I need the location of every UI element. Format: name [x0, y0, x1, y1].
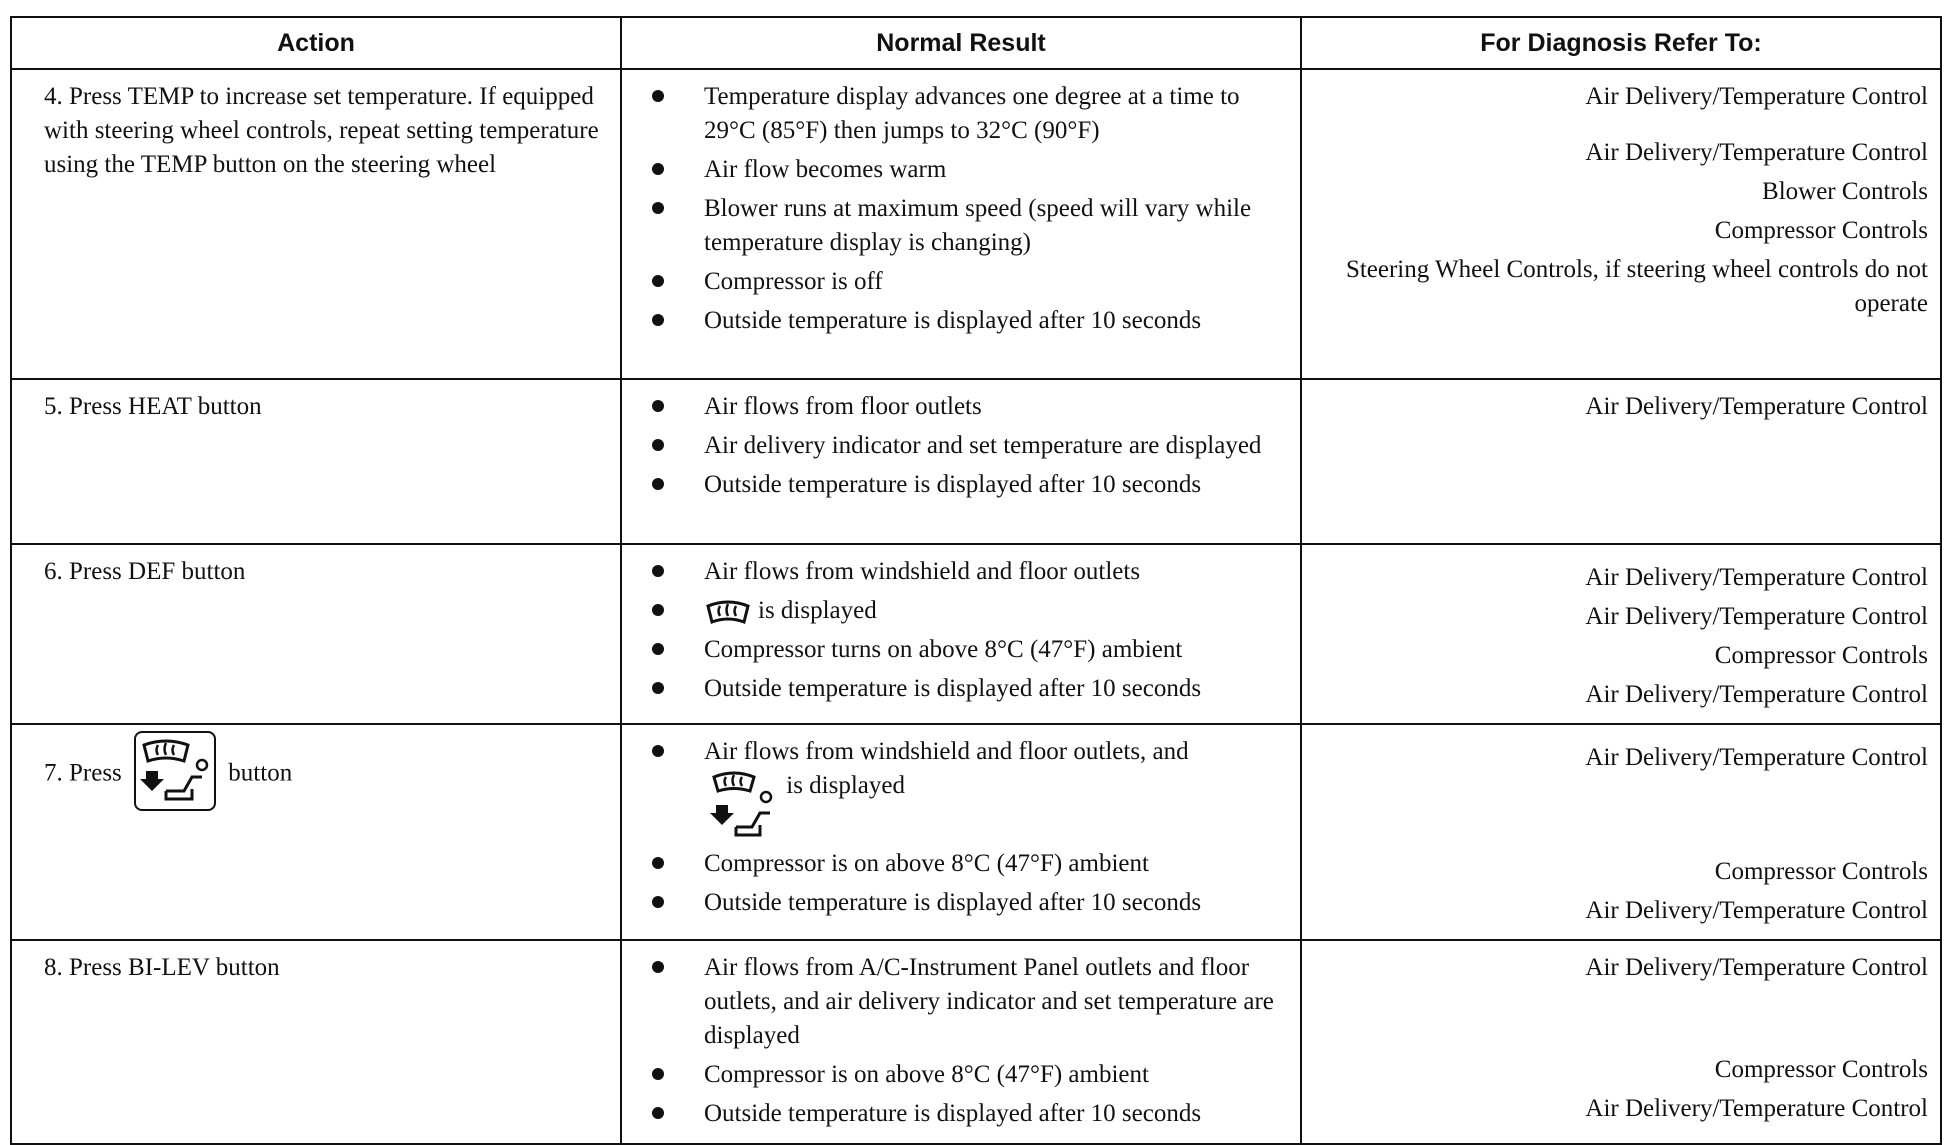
- action-cell: [11, 724, 621, 940]
- table-row: [11, 940, 1941, 1144]
- ref-text: Compressor Controls: [1714, 642, 1928, 669]
- bullet-icon: [652, 643, 664, 655]
- ref-text: Air Delivery/Temperature Control: [1585, 954, 1928, 981]
- defrost-floor-mode-icon: [710, 769, 774, 841]
- result-text: Air flow becomes warm: [704, 156, 947, 183]
- list-item: [652, 390, 1290, 424]
- result-cell: [621, 724, 1301, 940]
- result-text: Compressor is on above 8°C (47°F) ambient: [704, 850, 1149, 877]
- ref-text: Air Delivery/Temperature Control: [1585, 744, 1928, 771]
- result-text: Outside temperature is displayed after 10 seconds: [704, 1100, 1202, 1127]
- ref-cell: [1301, 379, 1941, 544]
- action-suffix: button: [228, 759, 293, 787]
- bullet-icon: [652, 202, 664, 214]
- action-text: 4. Press TEMP to increase set temperature. If equipped with steering wheel controls, repeat setting temperature using the TEMP button on the steering wheel: [44, 83, 599, 178]
- result-cell: [621, 940, 1301, 1144]
- bullet-icon: [652, 90, 664, 102]
- action-text: 8. Press BI-LEV button: [44, 954, 280, 981]
- mode-button-icon: [134, 731, 216, 811]
- list-item: [652, 886, 1290, 920]
- result-text: Compressor is off: [704, 268, 883, 295]
- list-item: [652, 633, 1290, 667]
- table-row: [11, 379, 1941, 544]
- ref-text: Compressor Controls: [1714, 858, 1928, 885]
- diagnosis-table-page: [10, 16, 1940, 1145]
- result-text: Outside temperature is displayed after 10 seconds: [704, 471, 1202, 498]
- header-row: [11, 17, 1941, 69]
- list-item: [652, 1058, 1290, 1092]
- bullet-icon: [652, 682, 664, 694]
- list-item: [652, 192, 1290, 260]
- result-text: Outside temperature is displayed after 10 seconds: [704, 675, 1202, 702]
- list-item: [652, 951, 1290, 1053]
- ref-cell: [1301, 544, 1941, 724]
- action-prefix: 7. Press: [44, 759, 122, 787]
- list-item: [652, 468, 1290, 502]
- bullet-icon: [652, 961, 664, 973]
- ref-text: Air Delivery/Temperature Control: [1585, 1095, 1928, 1122]
- bullet-icon: [652, 275, 664, 287]
- ref-text: Air Delivery/Temperature Control: [1585, 564, 1928, 591]
- result-cell: [621, 69, 1301, 379]
- header-diagnosis: For Diagnosis Refer To:: [1301, 17, 1941, 69]
- action-cell: [11, 940, 621, 1144]
- result-text: Air flows from windshield and floor outlets, and: [704, 738, 1189, 765]
- bullet-icon: [652, 1068, 664, 1080]
- result-cell: [621, 379, 1301, 544]
- bullet-icon: [652, 565, 664, 577]
- ref-text: Air Delivery/Temperature Control: [1585, 393, 1928, 420]
- list-item: [652, 555, 1290, 589]
- list-item: [652, 594, 1290, 628]
- ref-text: Steering Wheel Controls, if steering wheel controls do not operate: [1345, 256, 1928, 317]
- list-item: [652, 429, 1290, 463]
- result-cell: [621, 544, 1301, 724]
- list-item: [652, 735, 1290, 841]
- list-item: [652, 265, 1290, 299]
- result-text: Air delivery indicator and set temperature are displayed: [704, 432, 1262, 459]
- ref-text: Blower Controls: [1762, 178, 1928, 205]
- action-cell: [11, 69, 621, 379]
- result-text: is displayed: [786, 772, 905, 799]
- bullet-icon: [652, 1107, 664, 1119]
- ref-text: Air Delivery/Temperature Control: [1585, 83, 1928, 110]
- bullet-icon: [652, 896, 664, 908]
- list-item: [652, 80, 1290, 148]
- result-text: Air flows from A/C-Instrument Panel outlets and floor outlets, and air delivery indicator and set temperature are displayed: [704, 954, 1274, 1049]
- action-text: 5. Press HEAT button: [44, 393, 262, 420]
- result-text: Blower runs at maximum speed (speed will vary while temperature display is changing): [704, 195, 1252, 256]
- list-item: [652, 847, 1290, 881]
- action-text: 6. Press DEF button: [44, 558, 246, 585]
- result-text: Air flows from windshield and floor outlets: [704, 558, 1141, 585]
- defrost-icon: [704, 598, 752, 626]
- ref-text: Air Delivery/Temperature Control: [1585, 603, 1928, 630]
- table-row: [11, 69, 1941, 379]
- result-text: Compressor turns on above 8°C (47°F) ambient: [704, 636, 1183, 663]
- bullet-icon: [652, 478, 664, 490]
- result-text: Compressor is on above 8°C (47°F) ambient: [704, 1061, 1149, 1088]
- list-item: [652, 153, 1290, 187]
- table-row: [11, 724, 1941, 940]
- diagnosis-table: [10, 16, 1942, 1145]
- ref-text: Air Delivery/Temperature Control: [1585, 681, 1928, 708]
- action-cell: [11, 544, 621, 724]
- list-item: [652, 1097, 1290, 1131]
- bullet-icon: [652, 314, 664, 326]
- ref-text: Compressor Controls: [1714, 217, 1928, 244]
- ref-cell: [1301, 940, 1941, 1144]
- ref-text: Air Delivery/Temperature Control: [1585, 139, 1928, 166]
- bullet-icon: [652, 604, 664, 616]
- bullet-icon: [652, 439, 664, 451]
- table-row: [11, 544, 1941, 724]
- result-text: Air flows from floor outlets: [704, 393, 982, 420]
- ref-text: Air Delivery/Temperature Control: [1585, 897, 1928, 924]
- ref-cell: [1301, 69, 1941, 379]
- ref-text: Compressor Controls: [1714, 1056, 1928, 1083]
- header-normal-result: Normal Result: [621, 17, 1301, 69]
- bullet-icon: [652, 400, 664, 412]
- bullet-icon: [652, 857, 664, 869]
- bullet-icon: [652, 163, 664, 175]
- list-item: [652, 304, 1290, 338]
- result-text: Outside temperature is displayed after 10 seconds: [704, 889, 1202, 916]
- result-text: Outside temperature is displayed after 10 seconds: [704, 307, 1202, 334]
- defrost-floor-mode-icon: [136, 733, 214, 809]
- result-text: is displayed: [758, 597, 877, 624]
- header-action: Action: [11, 17, 621, 69]
- ref-cell: [1301, 724, 1941, 940]
- result-text: Temperature display advances one degree at a time to 29°C (85°F) then jumps to 32°C (90°F): [704, 83, 1240, 144]
- action-cell: [11, 379, 621, 544]
- list-item: [652, 672, 1290, 706]
- bullet-icon: [652, 745, 664, 757]
